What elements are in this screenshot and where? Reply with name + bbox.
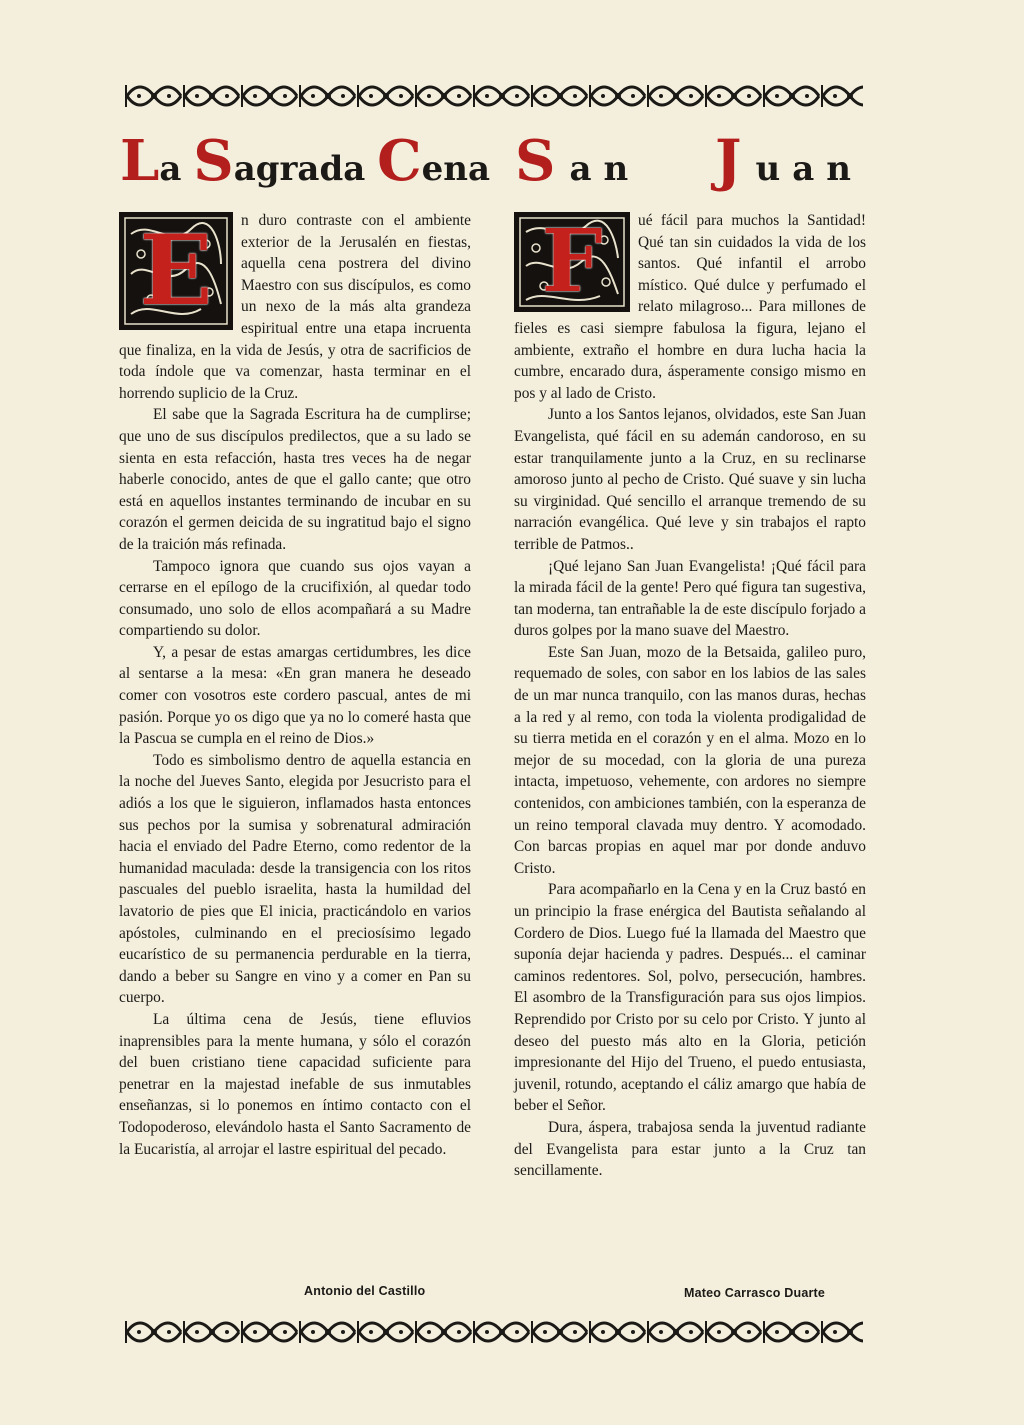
- paragraph: Para acompañarlo en la Cena y en la Cruz bastó en un principio la frase enérgica del Bautista señalando al Cordero de Dios. Luego fué la llamada del Maestro que suponía dejar hacienda y padres. Después... el caminar caminos redentores. Sol, polvo, persecución, hambres. El asombro de la Transfiguración para sus ojos limpios. Reprendido por Cristo por su celo por Cristo. Y junto al deseo del puesto más alto en la Gloria, petición impresionante del Hijo del Trueno, el puedo entusiasta, juvenil, rotundo, aceptando el cáliz amargo que había de beber el Señor.: [514, 881, 866, 1115]
- paragraph: El sabe que la Sagrada Escritura ha de cumplirse; que uno de sus discípulos predilectos, que a su lado se sienta en esta refacción, hasta tres veces ha de negar haberle conocido, antes de que el gallo cante; que otro está en aquellos instantes terminando de incubar en su corazón el germen deicida de su ingratitud bajo el signo de la traición más refinada.: [119, 406, 471, 553]
- paragraph: Tampoco ignora que cuando sus ojos vayan a cerrarse en el epílogo de la crucifixión, al quedar todo consumado, uno solo de ellos acompañará a su Madre compartiendo su dolor.: [119, 557, 471, 640]
- article-left-column: [119, 210, 471, 1160]
- paragraph: Y, a pesar de estas amargas certidumbres, les dice al sentarse a la mesa: «En gran manera he deseado comer con vosotros este cordero pascual, antes de mi pasión. Porque yo os digo que ya no lo comeré hasta que la Pascua se cumpla en el reino de Dios.»: [119, 643, 471, 748]
- paragraph: Dura, áspera, trabajosa senda la juventud radiante del Evangelista para estar junto a la Cruz tan sencillamente.: [514, 1118, 866, 1180]
- author-signature-right: Mateo Carrasco Duarte: [684, 1286, 826, 1300]
- ornamental-border-bottom: [125, 1318, 863, 1346]
- paragraph: Junto a los Santos lejanos, olvidados, este San Juan Evangelista, qué fácil en su ademán candoroso, en su estar tranquilamente junto a la Cruz, en su reclinarse amoroso junto al pecho de Cristo. Qué suave y sin lucha su virginidad. Qué sencillo el arranque tremendo de su narración evangélica. Qué leve y sin trabajos el rapto terrible de Patmos..: [514, 406, 866, 553]
- article-right-column: [514, 210, 866, 1182]
- paragraph: Todo es simbolismo dentro de aquella estancia en la noche del Jueves Santo, elegida por Jesucristo para el adiós a los que le siguieron, inflamados hasta entonces sus pechos por la sumisa y sobrenatural admiración hacia el enviado del Padre Eterno, como redentor de la humanidad maculada: desde la transigencia con los ritos pascuales del pueblo israelita, hasta la humildad del lavatorio de pies que El inicia, practicándolo en varios apóstoles, culminando en el preciosísimo legado eucarístico de su permanencia perdurable en la tierra, dando a beber su Sangre en vino y a comer en Pan su cuerpo.: [119, 751, 471, 1007]
- dropcap-ornament-right: [514, 212, 630, 312]
- dropcap-letter-f: F: [541, 211, 603, 312]
- paragraph: Este San Juan, mozo de la Betsaida, galileo puro, requemado de soles, con sabor en los labios de las sales de un mar nunca tranquilo, con las manos duras, hechas a la red y al remo, con toda la violenta prodigalidad de su tierra metida en el corazón y en el alma. Mozo en lo mejor de su mocedad, con la gloria de una pureza intacta, impetuoso, vehemente, con ardores no siempre contenidos, con ambiciones también, con la esperanza de un reino temporal clavada muy dentro. Y acomodado. Con barcas propias en aquel mar por donde anduvo Cristo.: [514, 643, 866, 877]
- dropcap-letter-e: E: [139, 214, 213, 327]
- dropcap-ornament-left: [119, 212, 233, 330]
- author-signature-left: Antonio del Castillo: [304, 1284, 426, 1298]
- paragraph: La última cena de Jesús, tiene efluvios inaprensibles para la mente humana, y sólo el corazón del buen cristiano tiene capacidad suficiente para penetrar en la majestad inefable de sus inmutables enseñanzas, si lo ponemos en íntimo contacto con el Todopoderoso, elevándolo hasta el Santo Sacramento de la Eucaristía, al arrojar el lastre espiritual del pecado.: [119, 1010, 471, 1158]
- title-la-sagrada-cena: La Sagrada Cena: [120, 128, 491, 194]
- title-san-juan: S an J uan: [515, 128, 863, 194]
- paragraph: ¡Qué lejano San Juan Evangelista! ¡Qué fácil para la mirada fácil de la gente! Pero qué figura tan sugestiva, tan moderna, tan entrañable la de este discípulo forjado a duros golpes por la mano suave del Maestro.: [514, 557, 866, 640]
- ornamental-border-top: [125, 82, 863, 110]
- paragraph: n duro contraste con el ambiente exterior de la Jerusalén en fiestas, aquella cena postrera del divino Maestro con sus discípulos, es como un nexo de la más alta grandeza espiritual entre una etapa incruenta que finaliza, en la vida de Jesús, y otra de sacrificios de toda índole que va comenzar, hasta terminar en el horrendo suplicio de la Cruz.: [119, 212, 471, 402]
- paragraph: ué fácil para muchos la Santidad! Qué tan sin cuidados la vida de los santos. Qué infantil el arrobo místico. Qué dulce y perfumado el relato milagroso... Para millones de fieles es casi siempre fabulosa la figura, lejano el ambiente, extraño el hombre en dura lucha hacia la cumbre, encarado dura, ásperamente consigo mismo en pos y al lado de Cristo.: [514, 212, 866, 402]
